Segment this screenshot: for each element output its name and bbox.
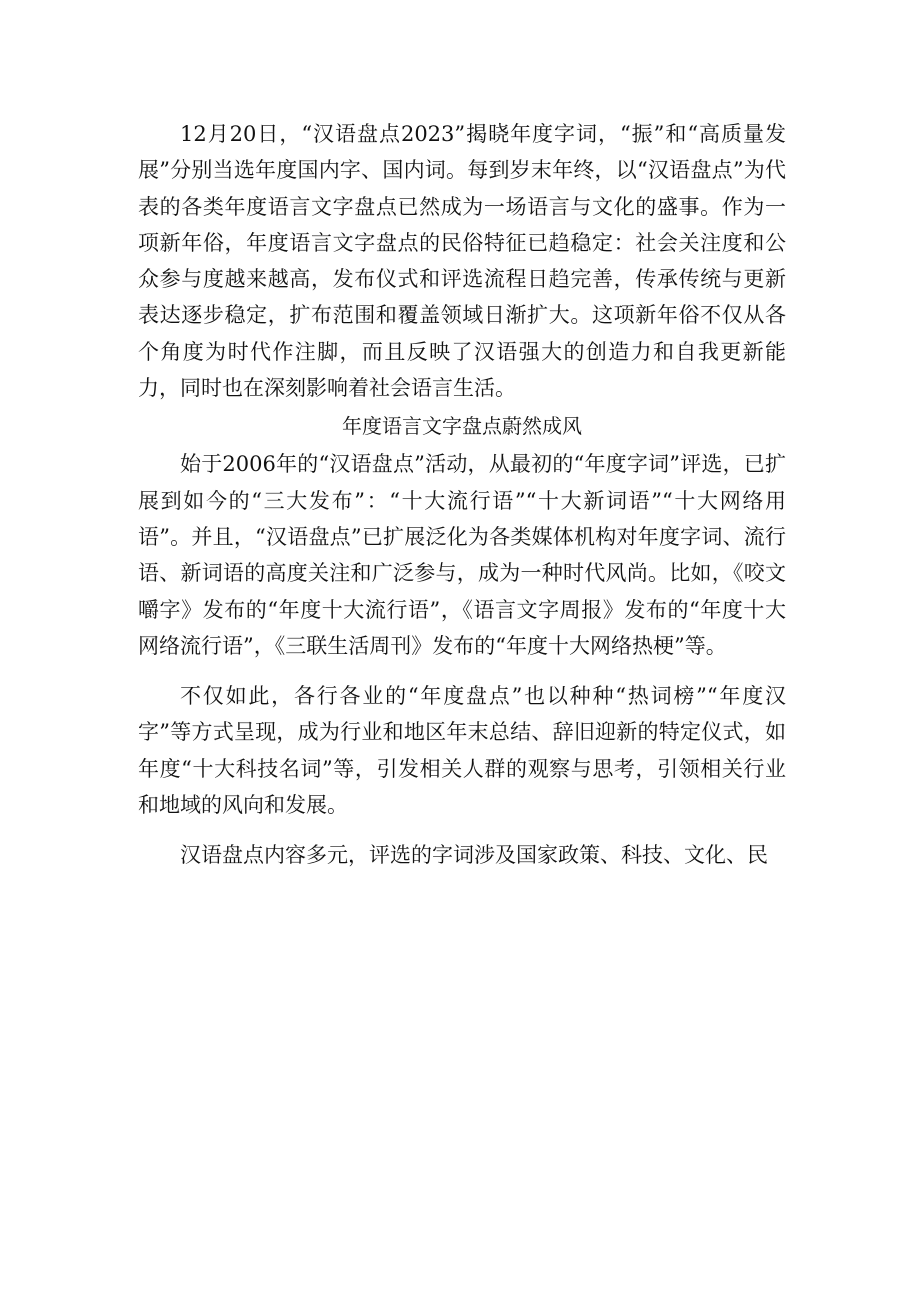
paragraph-content: 汉语盘点内容多元，评选的字词涉及国家政策、科技、文化、民 [180,843,768,868]
paragraph-industries: 不仅如此，各行各业的“年度盘点”也以种种“热词榜”“年度汉字”等方式呈现，成为行业和地区年末总结、辞旧迎新的特定仪式，如年度“十大科技名词”等，引发相关人群的观察与思考，引领相关行业和地域的风向和发展。 [138,684,786,818]
paragraph-intro: 12月20日，“汉语盘点2023”揭晓年度字词，“振”和“高质量发展”分别当选年度国内字、国内词。每到岁末年终，以“汉语盘点”为代表的各类年度语言文字盘点已然成为一场语言与文化的盛事。作为一项新年俗，年度语言文字盘点的民俗特征已趋稳定：社会关注度和公众参与度越来越高，发布仪式和评选流程日趋完善，传承传统与更新表达逐步稳定，扩布范围和覆盖领域日渐扩大。这项新年俗不仅从各个角度为时代作注脚，而且反映了汉语强大的创造力和自我更新能力，同时也在深刻影响着社会语言生活。 [138,122,786,401]
document-body [138,116,786,874]
section-heading: 年度语言文字盘点蔚然成风 [342,414,582,439]
paragraph-history: 始于2006年的“汉语盘点”活动，从最初的“年度字词”评选，已扩展到如今的“三大发布”：“十大流行语”“十大新词语”“十大网络用语”。并且，“汉语盘点”已扩展泛化为各类媒体机构对年度字词、流行语、新词语的高度关注和广泛参与，成为一种时代风尚。比如，《咬文嚼字》发布的“年度十大流行语”，《语言文字周报》发布的“年度十大网络流行语”，《三联生活周刊》发布的“年度十大网络热梗”等。 [138,452,786,658]
